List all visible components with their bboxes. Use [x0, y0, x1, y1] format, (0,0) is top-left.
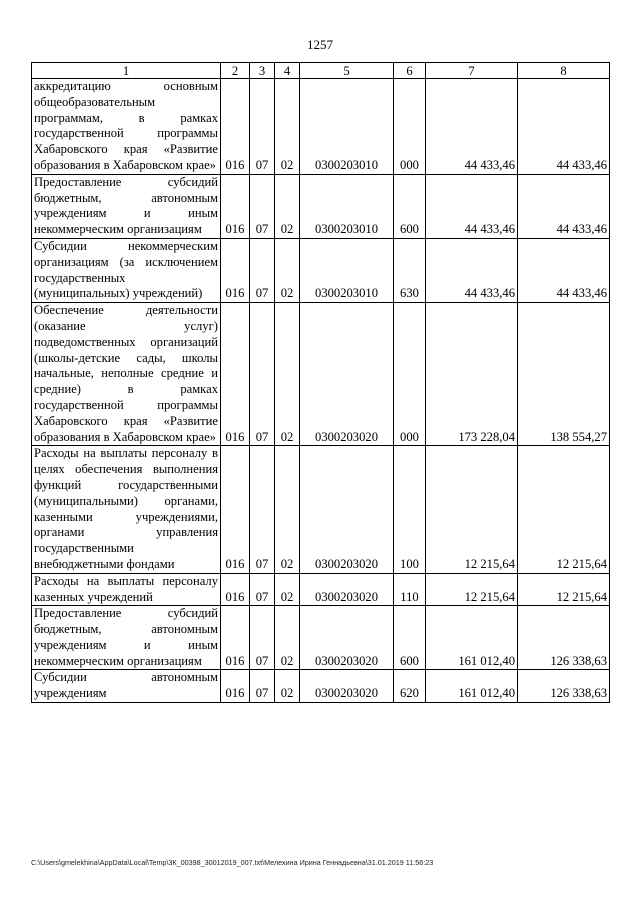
row-description: Обеспечение деятельности (оказание услуг) подведомственных организаций (школы-детские сады, школы начальные, неполные средние и средние) в рамках государственной программы Хабаровского края «Развитие образования в Хабаровском крае»	[32, 303, 221, 446]
ministry-code: 016	[221, 79, 250, 175]
ministry-code: 016	[221, 238, 250, 302]
table-row	[32, 670, 610, 703]
amount-col-8: 12 215,64	[518, 446, 610, 573]
ministry-code: 016	[221, 670, 250, 703]
section-code: 07	[250, 573, 275, 606]
target-article-code: 0300203020	[300, 303, 394, 446]
amount-col-7: 161 012,40	[426, 606, 518, 670]
amount-col-7: 12 215,64	[426, 446, 518, 573]
subsection-code: 02	[275, 573, 300, 606]
table-row	[32, 238, 610, 302]
row-description: Субсидии некоммерческим организациям (за исключением государственных (муниципальных) учреждений)	[32, 238, 221, 302]
ministry-code: 016	[221, 446, 250, 573]
amount-col-8: 12 215,64	[518, 573, 610, 606]
row-description: Субсидии автономным учреждениям	[32, 670, 221, 703]
amount-col-8: 44 433,46	[518, 174, 610, 238]
expense-type-code: 100	[394, 446, 426, 573]
amount-col-7: 12 215,64	[426, 573, 518, 606]
header-col-6: 6	[394, 63, 426, 79]
table-header	[32, 63, 610, 79]
amount-col-7: 161 012,40	[426, 670, 518, 703]
section-code: 07	[250, 446, 275, 573]
amount-col-7: 44 433,46	[426, 79, 518, 175]
row-description: Предоставление субсидий бюджетным, автономным учреждениям и иным некоммерческим организациям	[32, 174, 221, 238]
amount-col-8: 126 338,63	[518, 670, 610, 703]
target-article-code: 0300203020	[300, 670, 394, 703]
amount-col-8: 126 338,63	[518, 606, 610, 670]
budget-table	[31, 62, 610, 703]
expense-type-code: 600	[394, 174, 426, 238]
table-row	[32, 79, 610, 175]
row-description: Предоставление субсидий бюджетным, автономным учреждениям и иным некоммерческим организациям	[32, 606, 221, 670]
section-code: 07	[250, 238, 275, 302]
header-col-5: 5	[300, 63, 394, 79]
row-description: Расходы на выплаты персоналу в целях обеспечения выполнения функций государственными (муниципальными) органами, казенными учреждениями, органами управления государственными внебюджетными фондами	[32, 446, 221, 573]
amount-col-8: 44 433,46	[518, 79, 610, 175]
expense-type-code: 620	[394, 670, 426, 703]
ministry-code: 016	[221, 606, 250, 670]
subsection-code: 02	[275, 670, 300, 703]
header-col-1: 1	[32, 63, 221, 79]
target-article-code: 0300203020	[300, 606, 394, 670]
section-code: 07	[250, 79, 275, 175]
subsection-code: 02	[275, 606, 300, 670]
expense-type-code: 630	[394, 238, 426, 302]
ministry-code: 016	[221, 174, 250, 238]
subsection-code: 02	[275, 79, 300, 175]
ministry-code: 016	[221, 573, 250, 606]
subsection-code: 02	[275, 446, 300, 573]
table-row	[32, 606, 610, 670]
header-col-7: 7	[426, 63, 518, 79]
table-row	[32, 174, 610, 238]
amount-col-7: 44 433,46	[426, 238, 518, 302]
subsection-code: 02	[275, 174, 300, 238]
amount-col-8: 138 554,27	[518, 303, 610, 446]
header-col-8: 8	[518, 63, 610, 79]
amount-col-8: 44 433,46	[518, 238, 610, 302]
expense-type-code: 600	[394, 606, 426, 670]
row-description: Расходы на выплаты персоналу казенных учреждений	[32, 573, 221, 606]
header-col-2: 2	[221, 63, 250, 79]
amount-col-7: 44 433,46	[426, 174, 518, 238]
target-article-code: 0300203010	[300, 79, 394, 175]
ministry-code: 016	[221, 303, 250, 446]
subsection-code: 02	[275, 238, 300, 302]
expense-type-code: 110	[394, 573, 426, 606]
section-code: 07	[250, 606, 275, 670]
target-article-code: 0300203020	[300, 573, 394, 606]
table-row	[32, 303, 610, 446]
header-col-4: 4	[275, 63, 300, 79]
section-code: 07	[250, 303, 275, 446]
expense-type-code: 000	[394, 79, 426, 175]
amount-col-7: 173 228,04	[426, 303, 518, 446]
page-number: 1257	[307, 37, 333, 52]
target-article-code: 0300203010	[300, 174, 394, 238]
subsection-code: 02	[275, 303, 300, 446]
table-row	[32, 573, 610, 606]
section-code: 07	[250, 670, 275, 703]
expense-type-code: 000	[394, 303, 426, 446]
target-article-code: 0300203020	[300, 446, 394, 573]
row-description: аккредитацию основным общеобразовательным программам, в рамках государственной программы Хабаровского края «Развитие образования в Хабаровском крае»	[32, 79, 221, 175]
file-path-footer: C:\Users\gmelekhina\AppData\Local\Temp\3К_00398_30012019_007.txt\Мелехина Ирина Геннадьевна\31.01.2019 11:56:23	[31, 858, 434, 867]
target-article-code: 0300203010	[300, 238, 394, 302]
table-row	[32, 446, 610, 573]
header-col-3: 3	[250, 63, 275, 79]
section-code: 07	[250, 174, 275, 238]
